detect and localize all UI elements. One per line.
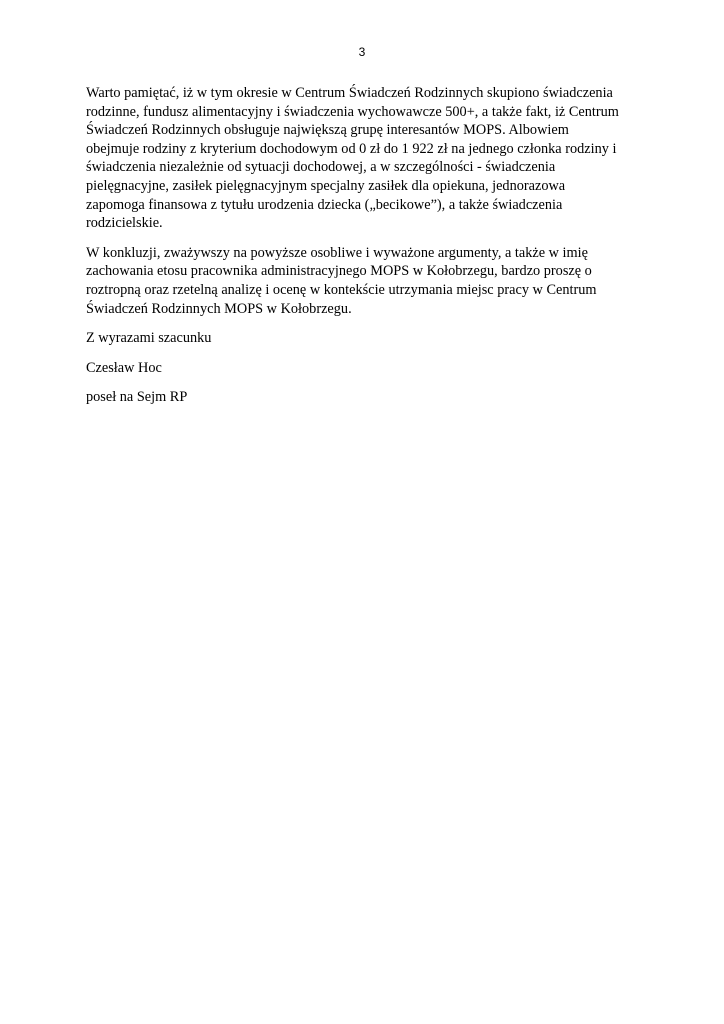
- text-line: W konkluzji, zważywszy na powyższe osobliwe i wyważone argumenty, a także w imię: [86, 244, 588, 261]
- signature-title: [86, 388, 642, 407]
- text-line: obejmuje rodziny z kryterium dochodowym od 0 zł do 1 922 zł na jednego członka rodziny i: [86, 140, 617, 157]
- text-line: rodzicielskie.: [86, 215, 163, 232]
- text-line: świadczenia niezależnie od sytuacji dochodowej, a w szczególności - świadczenia: [86, 159, 556, 176]
- text-line: Z wyrazami szacunku: [86, 330, 212, 347]
- document-body: [86, 84, 642, 418]
- text-line: zachowania etosu pracownika administracyjnego MOPS w Kołobrzegu, bardzo proszę o: [86, 263, 592, 280]
- text-line: Czesław Hoc: [86, 359, 162, 376]
- text-line: Warto pamiętać, iż w tym okresie w Centrum Świadczeń Rodzinnych skupiono świadczenia: [86, 85, 613, 101]
- paragraph-conclusion: [86, 244, 642, 318]
- signature-name: [86, 359, 642, 378]
- text-line: poseł na Sejm RP: [86, 389, 188, 406]
- paragraph-benefits-center: [86, 84, 642, 233]
- text-line: roztropną oraz rzetelną analizę i ocenę w kontekście utrzymania miejsc pracy w Centrum: [86, 281, 597, 298]
- text-line: pielęgnacyjne, zasiłek pielęgnacyjnym specjalny zasiłek dla opiekuna, jednorazowa: [86, 177, 566, 194]
- page-number: 3: [358, 45, 366, 59]
- text-line: Świadczeń Rodzinnych MOPS w Kołobrzegu.: [86, 300, 352, 317]
- text-line: zapomoga finansowa z tytułu urodzenia dziecka („becikowe”), a także świadczenia: [86, 196, 563, 213]
- closing-salutation: [86, 329, 642, 348]
- text-line: rodzinne, fundusz alimentacyjny i świadczenia wychowawcze 500+, a także fakt, iż Centrum: [86, 103, 619, 120]
- text-line: Świadczeń Rodzinnych obsługuje największą grupę interesantów MOPS. Albowiem: [86, 122, 569, 139]
